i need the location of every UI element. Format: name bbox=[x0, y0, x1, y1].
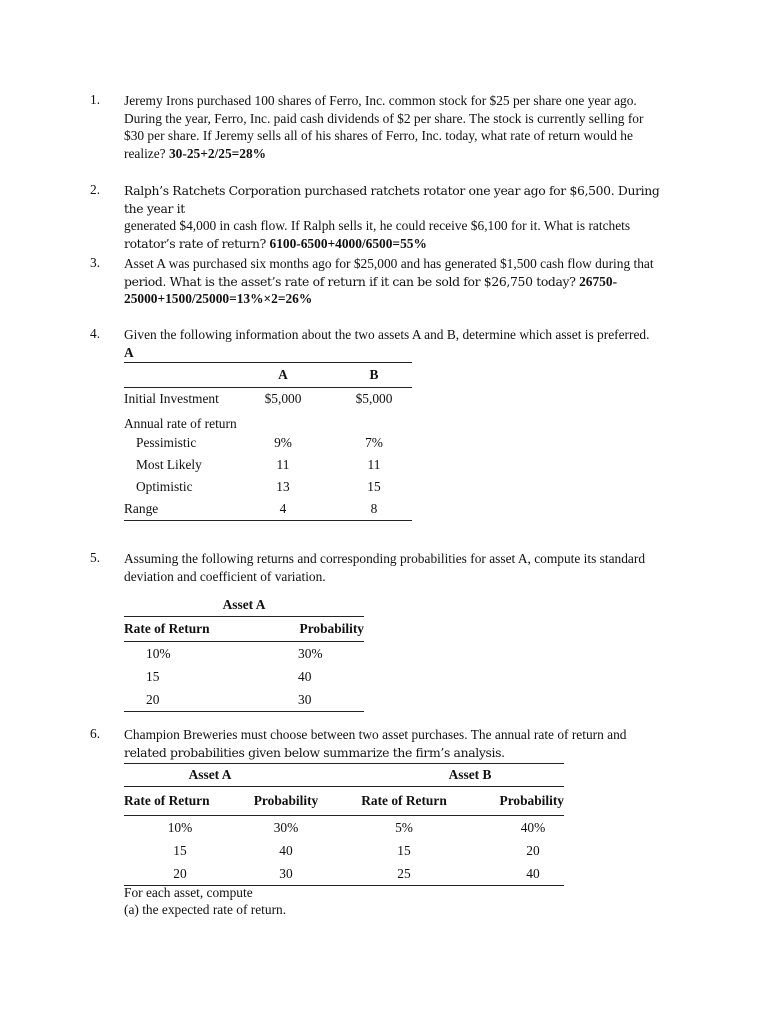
cell-a-probability: 30 bbox=[236, 862, 336, 886]
question-text bbox=[124, 182, 680, 252]
cell-b-probability: 20 bbox=[526, 842, 540, 858]
cell-rate: 20 bbox=[124, 688, 274, 712]
text-line: Champion Breweries must choose between two asset purchases. The annual rate of return and bbox=[124, 727, 627, 742]
cell-b-probability: 40 bbox=[472, 862, 564, 886]
cell-b: 11 bbox=[367, 457, 381, 472]
cell-b bbox=[320, 410, 412, 432]
column-header-b: B bbox=[320, 363, 412, 388]
question-number: 4. bbox=[90, 326, 101, 341]
cell-b: $5,000 bbox=[355, 391, 393, 406]
cell-b: 7% bbox=[365, 435, 383, 450]
question-text bbox=[124, 550, 680, 585]
table-row bbox=[124, 665, 364, 688]
cell-a: 13 bbox=[276, 479, 290, 494]
question-text bbox=[124, 92, 680, 162]
row-label: Pessimistic bbox=[136, 435, 197, 450]
row-label: Most Likely bbox=[136, 457, 202, 472]
cell-b: 15 bbox=[367, 479, 381, 494]
table-row bbox=[124, 410, 412, 432]
answer: 6100-6500+4000/6500=55% bbox=[269, 235, 427, 251]
row-label: Annual rate of return bbox=[124, 416, 237, 431]
table-row bbox=[124, 862, 564, 886]
column-header-a: A bbox=[246, 363, 320, 388]
text-line: period. What is the asset’s rate of return if it can be sold for $26,750 today? 26750- bbox=[124, 273, 618, 289]
cell-a-rate: 10% bbox=[167, 819, 193, 835]
question-number: 5. bbox=[90, 550, 101, 565]
cell-b-probability: 40% bbox=[520, 819, 546, 835]
text-line: rotator’s rate of return? 6100-6500+4000/6500=55% bbox=[124, 235, 427, 251]
asset-b-caption: Asset B bbox=[336, 764, 564, 787]
column-header-b-probability: Probability bbox=[472, 787, 564, 816]
table-row bbox=[124, 642, 364, 666]
cell-b-rate: 15 bbox=[397, 842, 411, 858]
cell-a: 9% bbox=[274, 435, 292, 450]
text-line: deviation and coefficient of variation. bbox=[124, 568, 326, 584]
cell-a-probability: 40 bbox=[279, 842, 293, 858]
table-row bbox=[124, 476, 412, 498]
text-line: Assuming the following returns and corresponding probabilities for asset A, compute its standard bbox=[124, 551, 646, 566]
header-blank bbox=[124, 363, 246, 388]
text-line: For each asset, compute bbox=[124, 885, 253, 900]
text-line: Asset A was purchased six months ago for $25,000 and has generated $1,500 cash flow during that bbox=[124, 256, 654, 271]
cell-a bbox=[246, 410, 320, 432]
answer: 25000+1500/25000=13%×2=26% bbox=[124, 291, 313, 306]
row-label: Initial Investment bbox=[124, 391, 219, 406]
table-row bbox=[124, 839, 564, 862]
text-line: Ralph’s Ratchets Corporation purchased ratchets rotator one year ago for $6,500. During the year it bbox=[124, 183, 660, 216]
table-row bbox=[124, 454, 412, 476]
asset-comparison-table bbox=[124, 362, 412, 521]
table-row bbox=[124, 432, 412, 454]
cell-a: $5,000 bbox=[264, 391, 302, 406]
cell-b: 8 bbox=[320, 498, 412, 521]
table-row bbox=[124, 688, 364, 712]
text-line: related probabilities given below summarize the firm’s analysis. bbox=[124, 744, 505, 760]
text-line: Given the following information about the two assets A and B, determine which asset is preferred. bbox=[124, 327, 650, 342]
cell-a-rate: 20 bbox=[124, 862, 236, 886]
asset-a-probability-table bbox=[124, 594, 364, 712]
question-text bbox=[124, 255, 680, 308]
cell-rate: 10% bbox=[146, 645, 171, 661]
column-header-b-rate: Rate of Return bbox=[336, 787, 472, 816]
answer: 30-25+2/25=28% bbox=[168, 145, 267, 161]
column-header-probability: Probability bbox=[274, 617, 364, 642]
answer: A bbox=[124, 344, 134, 360]
text-line: During the year, Ferro, Inc. paid cash dividends of $2 per share. The stock is currently selling for bbox=[124, 110, 644, 126]
table-row bbox=[124, 816, 564, 840]
column-header-rate: Rate of Return bbox=[124, 617, 274, 642]
column-header-a-probability: Probability bbox=[236, 787, 336, 816]
question-number: 1. bbox=[90, 92, 101, 107]
table-row bbox=[124, 498, 412, 521]
cell-b-rate: 5% bbox=[395, 819, 413, 835]
text-line: generated $4,000 in cash flow. If Ralph sells it, he could receive $6,100 for it. What is ratchets bbox=[124, 218, 631, 233]
cell-probability: 30 bbox=[274, 688, 364, 712]
question-number: 2. bbox=[90, 182, 101, 197]
table-caption: Asset A bbox=[222, 597, 266, 612]
question-6-followup bbox=[124, 884, 286, 918]
question-number: 3. bbox=[90, 255, 101, 270]
cell-a: 4 bbox=[246, 498, 320, 521]
answer: 26750- bbox=[579, 273, 618, 289]
asset-a-caption: Asset A bbox=[124, 764, 336, 787]
column-header-a-rate: Rate of Return bbox=[124, 787, 236, 816]
row-label: Range bbox=[124, 498, 246, 521]
cell-b-rate: 25 bbox=[336, 862, 472, 886]
text-line: Jeremy Irons purchased 100 shares of Ferro, Inc. common stock for $25 per share one year ago. bbox=[124, 93, 637, 108]
cell-rate: 15 bbox=[146, 668, 160, 684]
cell-a-probability: 30% bbox=[273, 819, 299, 835]
asset-ab-probability-table bbox=[124, 763, 564, 886]
question-text bbox=[124, 326, 680, 361]
text-line: $30 per share. If Jeremy sells all of his shares of Ferro, Inc. today, what rate of return would he bbox=[124, 128, 633, 143]
question-number: 6. bbox=[90, 726, 101, 741]
text-line: realize? 30-25+2/25=28% bbox=[124, 145, 267, 161]
cell-a-rate: 15 bbox=[173, 842, 187, 858]
cell-probability: 30% bbox=[298, 645, 323, 661]
cell-probability: 40 bbox=[298, 668, 312, 684]
question-text bbox=[124, 726, 680, 761]
table-row bbox=[124, 388, 412, 411]
text-line: (a) the expected rate of return. bbox=[124, 902, 287, 917]
row-label: Optimistic bbox=[136, 479, 193, 494]
cell-a: 11 bbox=[276, 457, 290, 472]
